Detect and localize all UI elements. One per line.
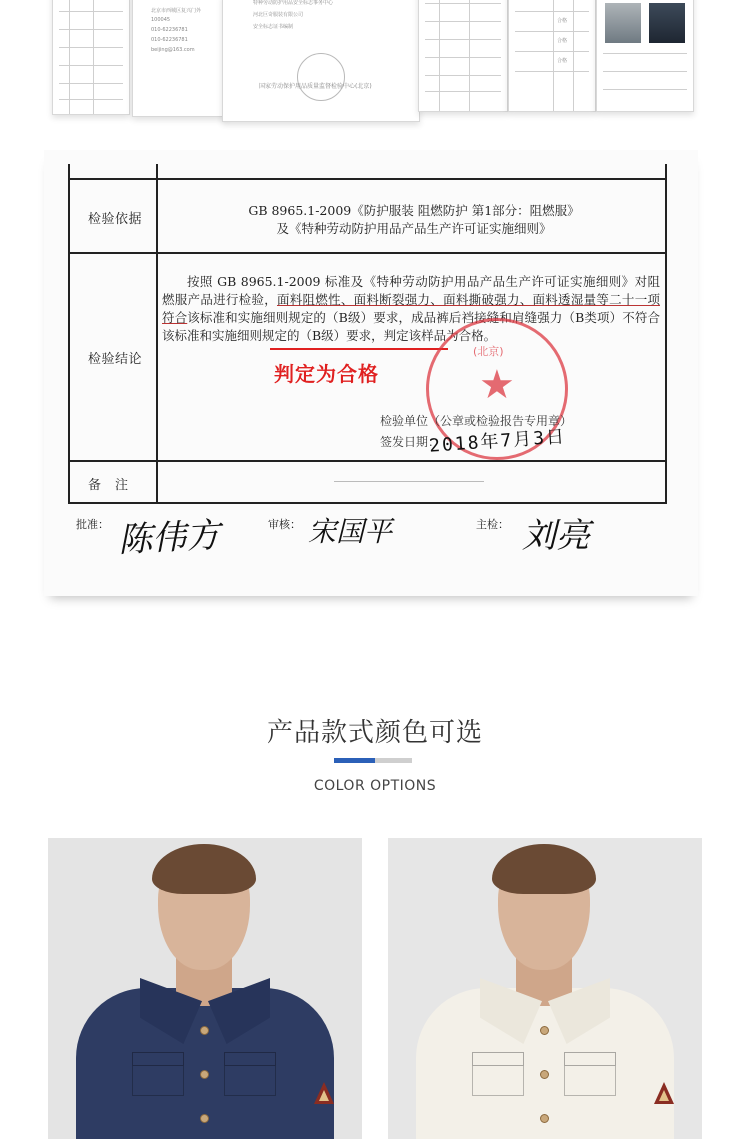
- jacket-pocket: [472, 1052, 524, 1096]
- basis-label: 检验依据: [88, 212, 143, 227]
- jacket-button: [200, 1026, 209, 1035]
- seal-icon: [297, 53, 345, 101]
- underlined-conclusion: 面料阻燃性、面料断裂强力、面料撕破强力、面料透湿量等二十一项符合: [162, 292, 660, 325]
- verdict-underline: [270, 348, 448, 350]
- inspection-certificate: [44, 150, 698, 596]
- review-signature: 宋国平: [308, 515, 393, 548]
- jacket-pocket: [224, 1052, 276, 1096]
- inspection-unit-label: 检验单位（公章或检验报告专用章）: [380, 414, 573, 428]
- jacket-button: [540, 1026, 549, 1035]
- section-divider-accent: [334, 758, 375, 763]
- conclusion-text: 按照 GB 8965.1-2009 标准及《特种劳动防护用品产品生产许可证实施细则》对阻燃服产品进行检验，面料阻燃性、面料断裂强力、面料撕破强力、面料透湿量等二十一项符合该标准和实施细则规定的（B级）要求，成品裤后裆接缝和肩缝强力（B类项）不符合该标准和实施细则规定的（B级）要求，判定该样品为合格。: [162, 274, 660, 343]
- section-subtitle: COLOR OPTIONS: [313, 778, 437, 794]
- report-photo: [649, 3, 685, 43]
- jacket-button: [200, 1070, 209, 1079]
- report-thumbnail: 北京市西城区复兴门外 100045 010-62236781 010-62236781 beijing@163.com: [132, 0, 228, 117]
- remark-line: [334, 481, 484, 482]
- approve-signature: 陈伟方: [117, 515, 222, 561]
- report-thumbnail-center: 特种劳动防护用品安全标志事务中心 河北巨奇服装有限公司 安全标志证书编制 国家劳动保护用品质量监督检验中心(北京): [222, 0, 420, 122]
- jacket-button: [200, 1114, 209, 1123]
- approve-label: 批准：: [76, 518, 109, 531]
- report-thumbnail: [418, 0, 508, 112]
- report-thumbnail: 合格 合格 合格: [508, 0, 596, 112]
- official-stamp-icon: (北京) ★: [426, 318, 568, 460]
- issue-date-handwritten: 2018年7月3日: [428, 426, 567, 457]
- product-card-navy[interactable]: [48, 838, 362, 1139]
- jacket-pocket: [564, 1052, 616, 1096]
- section-divider-bar: [334, 758, 412, 763]
- inspect-signature: 刘亮: [522, 516, 590, 556]
- flame-badge-icon: [314, 1082, 334, 1104]
- section-title: 产品款式颜色可选: [266, 718, 483, 748]
- jacket-pocket: [132, 1052, 184, 1096]
- report-thumbnail: [52, 0, 130, 115]
- remark-label: 备 注: [88, 478, 129, 493]
- conclusion-label: 检验结论: [88, 352, 143, 367]
- report-thumbnail-strip: [0, 0, 750, 130]
- jacket-button: [540, 1070, 549, 1079]
- review-label: 审核：: [268, 518, 301, 531]
- basis-text: GB 8965.1-2009《防护服装 阻燃防护 第1部分：阻燃服》 及《特种劳动防护用品产品生产许可证实施细则》: [248, 203, 580, 236]
- report-thumbnail: [596, 0, 694, 112]
- inspect-label: 主检：: [476, 518, 509, 531]
- verdict-text: 判定为合格: [274, 362, 379, 386]
- issue-date-label: 签发日期：: [380, 435, 441, 449]
- report-photo: [605, 3, 641, 43]
- jacket-button: [540, 1114, 549, 1123]
- flame-badge-icon: [654, 1082, 674, 1104]
- product-card-white[interactable]: [388, 838, 702, 1139]
